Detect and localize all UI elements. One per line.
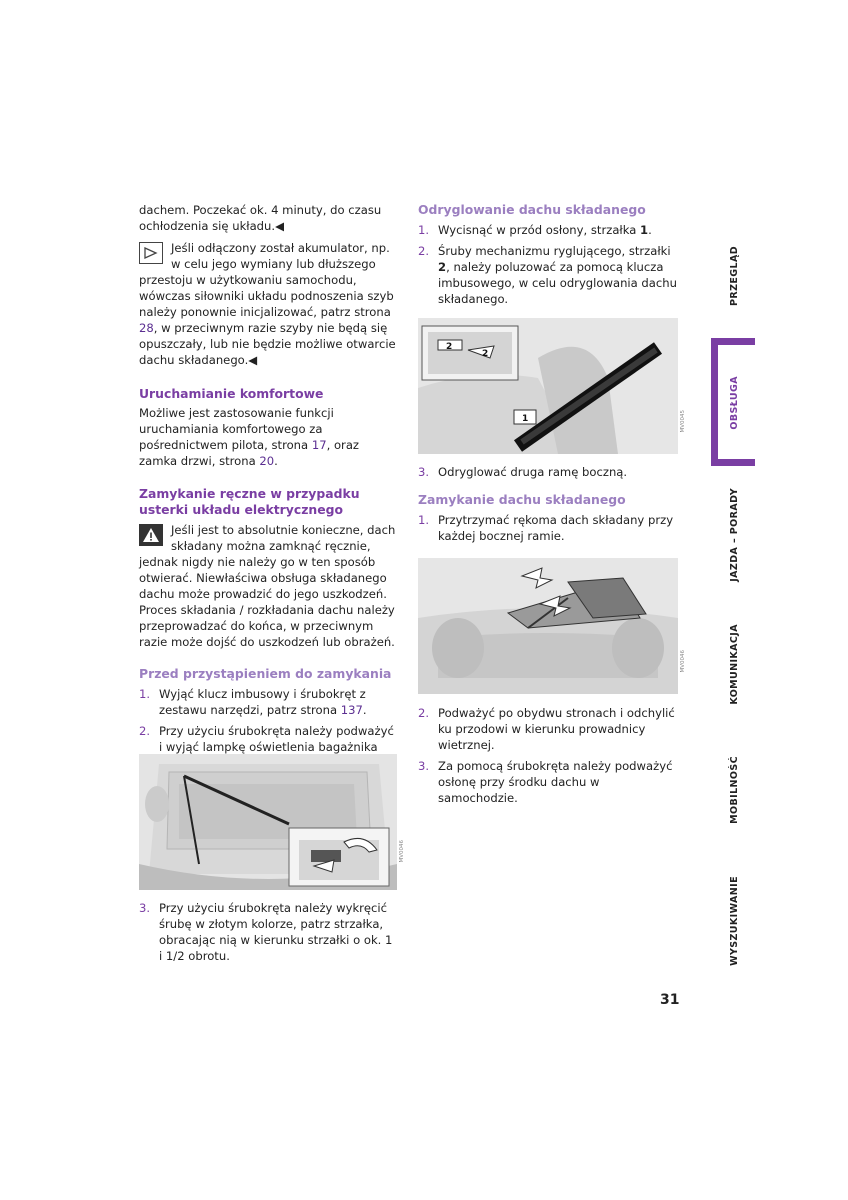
arrow-label-2a: 2 xyxy=(446,342,453,352)
list-item: 1. Wycisnąć w przód osłony, strzałka 1. xyxy=(418,223,652,237)
right-column xyxy=(418,202,680,312)
warning-text: Jeśli jest to absolutnie konieczne, dach składany można zamknąć ręcznie, jednak nigdy nie należy go w ten sposób otwierać. Niewłaściwa obsługa składanego dachu może prowadzić do jego uszkodzeń. Proces składania / rozkładania dachu należy przeprowadzać do końca, w przeciwnym razie może dojść do uszkodzeń lub obrażeń. xyxy=(139,523,396,649)
page-link-137[interactable]: 137 xyxy=(340,703,363,717)
tab-jazda-porady[interactable]: JAZDA – PORADY xyxy=(729,488,740,582)
roof-figure xyxy=(418,558,678,694)
page-number: 31 xyxy=(660,992,680,1008)
right-column-bottom xyxy=(418,705,680,811)
figure-code: MV0046 xyxy=(399,840,405,863)
list-item: 2. Śruby mechanizmu ryglującego, strzałki 2, należy poluzować za pomocą klucza imbusowego, w celu odryglowania dachu składanego. xyxy=(418,244,677,306)
close-steps xyxy=(418,512,680,544)
list-item: 1. Wyjąć klucz imbusowy i śrubokręt z zestawu narzędzi, patrz strona 137. xyxy=(139,687,367,717)
tab-przeglad[interactable]: PRZEGLĄD xyxy=(729,246,740,306)
figure-code: MV0046 xyxy=(680,650,686,673)
before-steps-cont xyxy=(139,900,397,964)
left-column-bottom xyxy=(139,900,397,969)
end-mark-icon: ◀ xyxy=(248,353,258,367)
unlock-figure xyxy=(418,318,678,454)
list-item: 3. Przy użyciu śrubokręta należy wykręcić śrubę w złotym kolorze, patrz strzałka, obracając nią w kierunku strzałki o ok. 1 i 1/2 obrotu. xyxy=(139,901,393,963)
list-item: 1. Przytrzymać rękoma dach składany przy każdej bocznej ramie. xyxy=(418,513,674,543)
note-block xyxy=(139,240,397,368)
manual-heading: Zamykanie ręczne w przypadku usterki układu elektrycznego xyxy=(139,486,360,517)
end-mark-icon: ◀ xyxy=(275,219,284,233)
before-heading: Przed przystąpieniem do zamykania xyxy=(139,666,392,681)
close-steps-cont xyxy=(418,705,680,806)
note-arrow-icon xyxy=(139,242,163,264)
comfort-heading: Uruchamianie komfortowe xyxy=(139,386,324,401)
note-text: Jeśli odłączony został akumulator, np. w celu jego wymiany lub dłuższego przestoju w użytkowaniu samochodu, wówczas siłowniki układu podnoszenia szyb należy ponownie inicjalizować, patrz strona 28, w przeciwnym razie szyby nie będą się opuszczały, lub nie będzie możliwe otwarcie dachu składanego.◀ xyxy=(139,241,396,367)
left-column xyxy=(139,202,397,776)
page-link-17[interactable]: 17 xyxy=(311,438,327,452)
tab-mobilnosc[interactable]: MOBILNOŚĆ xyxy=(729,756,740,824)
comfort-text: Możliwe jest zastosowanie funkcji uruchamiania komfortowego za pośrednictwem pilota, strona 17, oraz zamka drzwi, strona 20. xyxy=(139,406,360,468)
list-item: 2. Przy użyciu śrubokręta należy podważyć i wyjąć lampkę oświetlenia bagażnika xyxy=(139,724,394,754)
list-item: 3. Za pomocą śrubokręta należy podważyć osłonę przy środku dachu w samochodzie. xyxy=(418,759,673,805)
page-link-20[interactable]: 20 xyxy=(259,454,275,468)
right-column-mid xyxy=(418,464,680,549)
unlock-steps xyxy=(418,222,680,307)
tab-komunikacja[interactable]: KOMUNIKACJA xyxy=(729,624,740,705)
unlock-steps-cont xyxy=(418,464,680,480)
warning-icon xyxy=(139,524,163,546)
tab-obsluga[interactable]: OBSŁUGA xyxy=(729,376,740,430)
figure-code: MV0045 xyxy=(680,410,686,433)
close-heading: Zamykanie dachu składanego xyxy=(418,492,626,507)
list-item: 3. Odryglować druga ramę boczną. xyxy=(418,465,628,479)
unlock-heading: Odryglowanie dachu składanego xyxy=(418,202,646,217)
intro-paragraph: dachem. Poczekać ok. 4 minuty, do czasu ochłodzenia się układu.◀ xyxy=(139,203,382,233)
tab-wyszukiwanie[interactable]: WYSZUKIWANIE xyxy=(729,876,740,966)
trunk-figure xyxy=(139,754,397,890)
arrow-label-2b: 2 xyxy=(482,349,489,359)
page-link-28[interactable]: 28 xyxy=(139,321,154,335)
arrow-label-1: 1 xyxy=(522,414,529,424)
list-item: 2. Podważyć po obydwu stronach i odchylić ku przodowi w kierunku prowadnicy wietrznej. xyxy=(418,706,675,752)
warning-block xyxy=(139,522,397,650)
